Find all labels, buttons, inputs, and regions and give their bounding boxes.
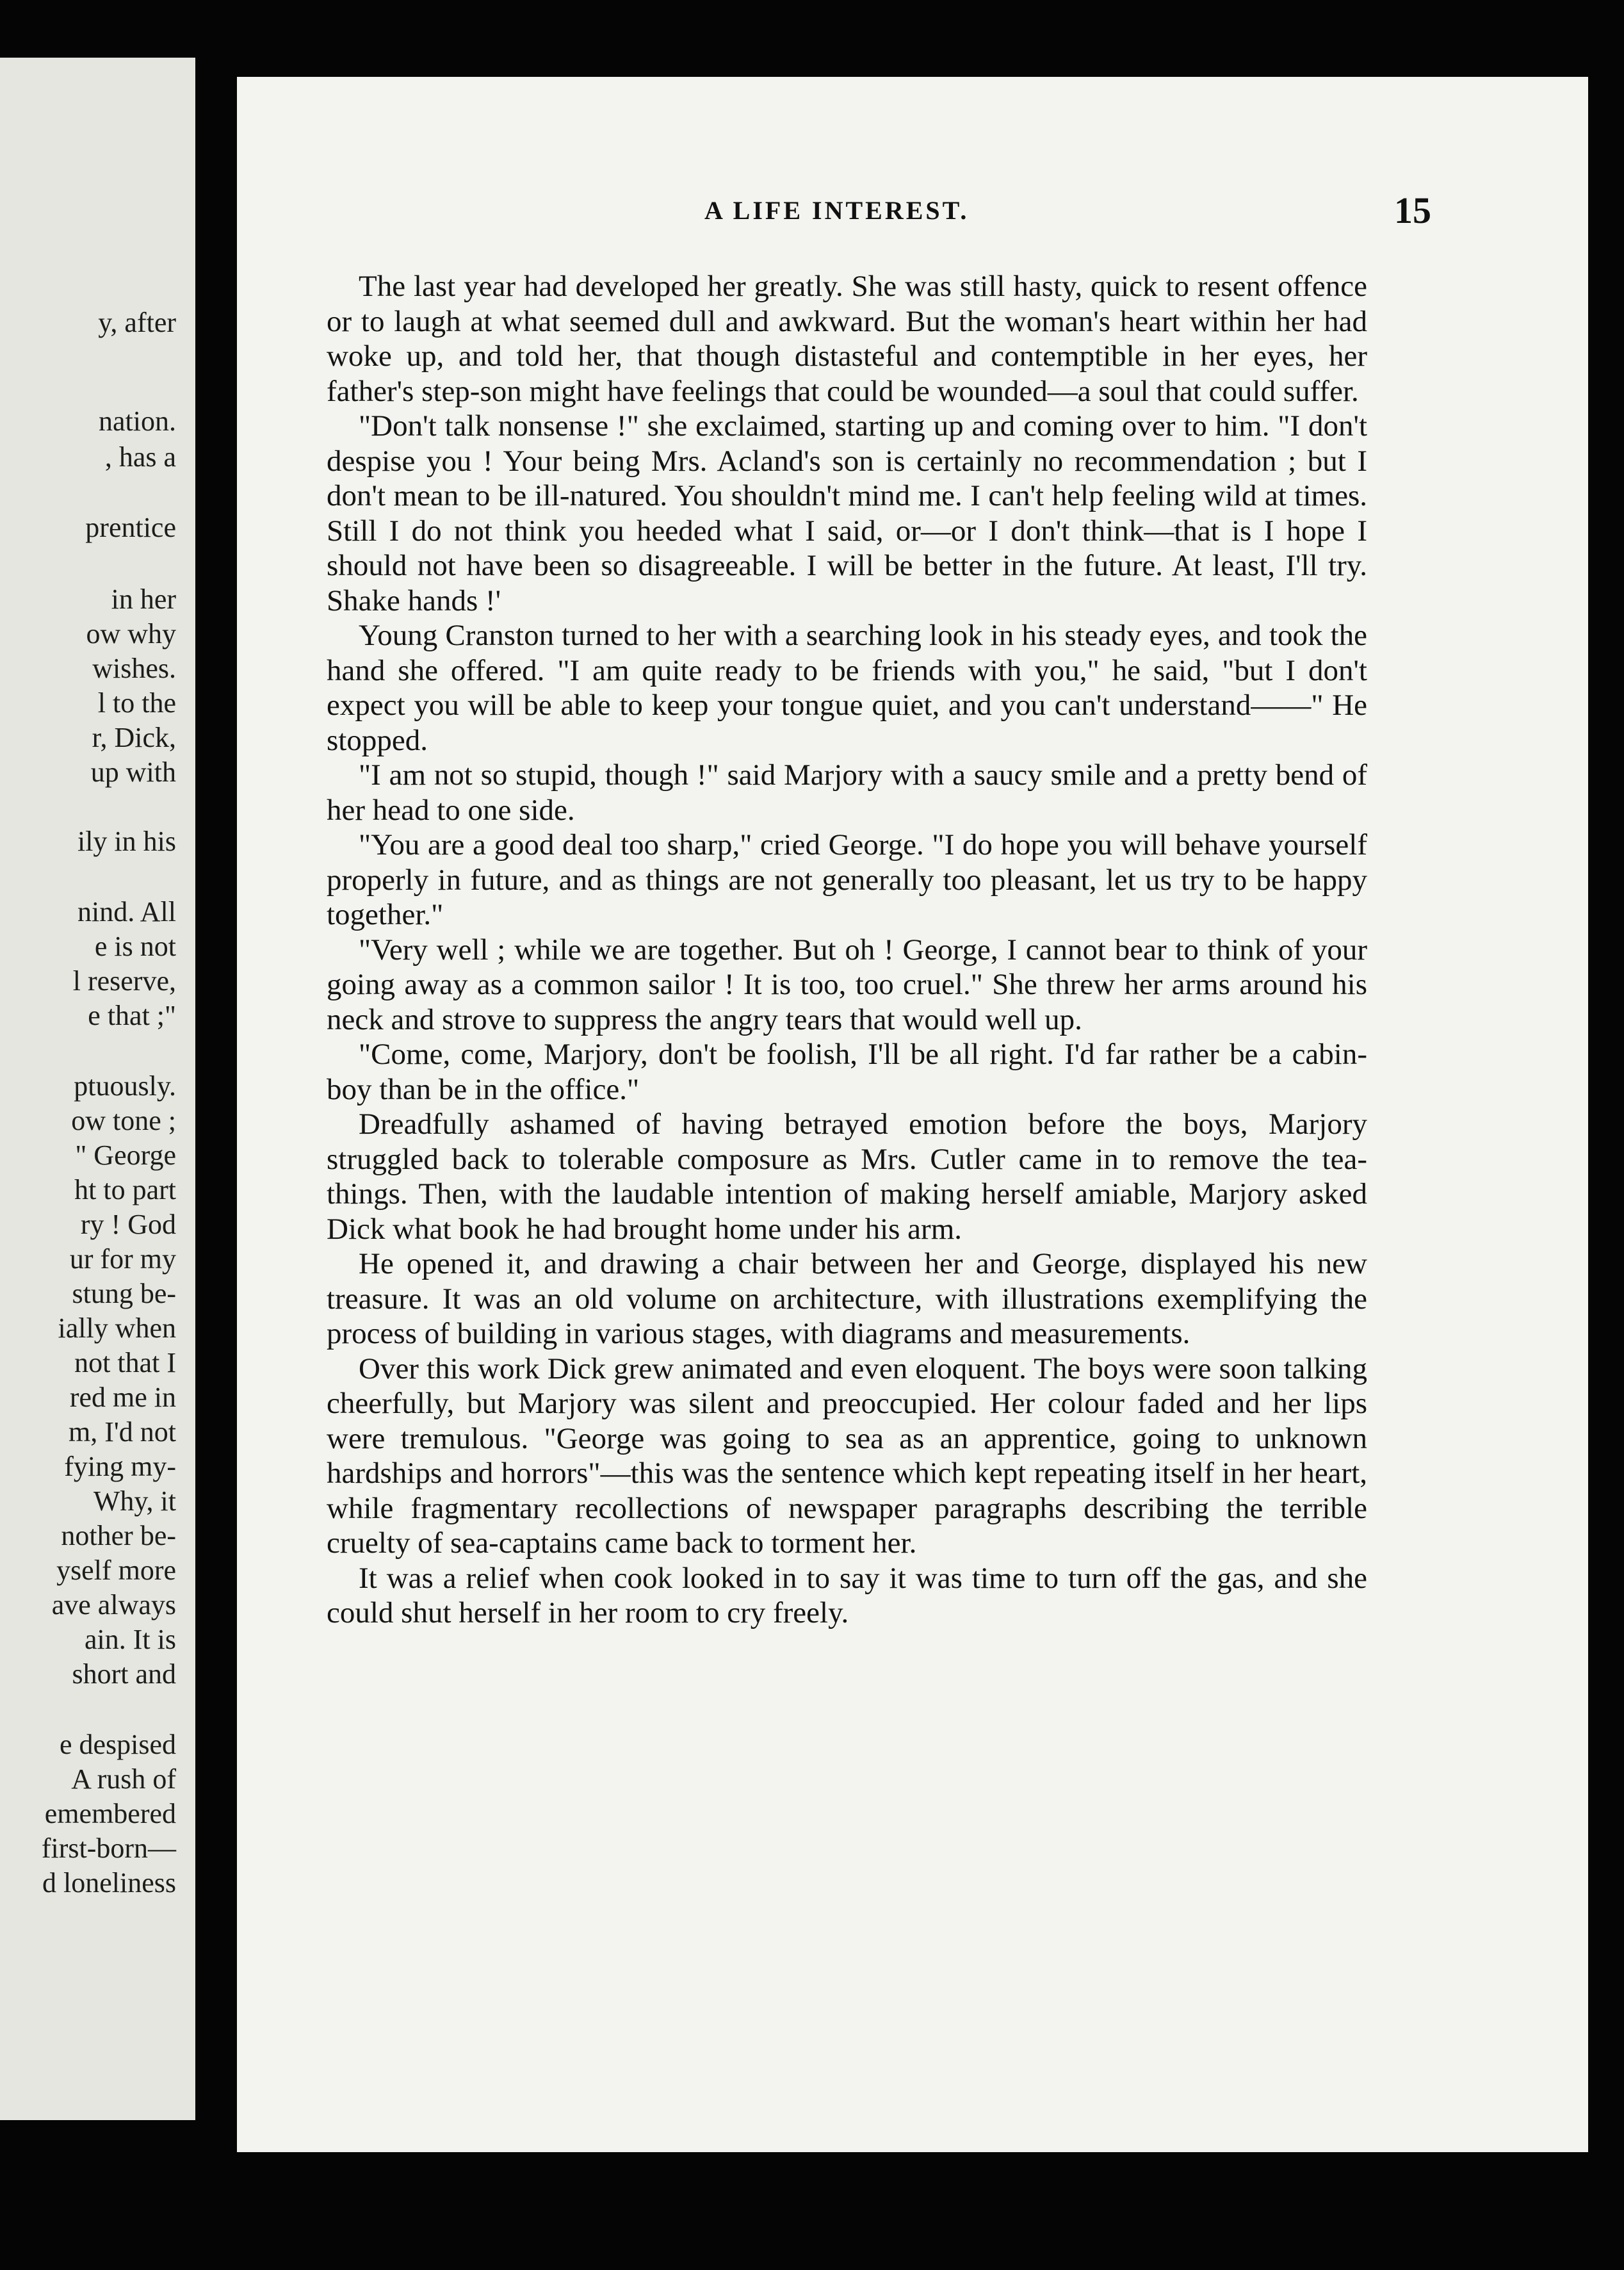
paragraph: "I am not so stupid, though !" said Marjory with a saucy smile and a pretty bend of her head to one side. [327, 758, 1367, 827]
book-page [237, 77, 1588, 2152]
left-fragment: e is not [94, 931, 176, 962]
left-fragment: ow tone ; [71, 1105, 176, 1136]
paragraph: "Very well ; while we are together. But oh ! George, I cannot bear to think of your going away as a common sailor ! It is too, too cruel." She threw her arms around his neck and strove to suppress the angry tears that would well up. [327, 933, 1367, 1036]
paragraph: "Come, come, Marjory, don't be foolish, I'll be all right. I'd far rather be a cabin-boy than be in the office." [327, 1038, 1367, 1106]
left-fragment: fying my- [64, 1451, 176, 1482]
left-fragment: Why, it [93, 1485, 176, 1517]
left-fragment: ily in his [77, 826, 176, 857]
left-fragment: y, after [98, 307, 176, 338]
left-fragment: first-born— [41, 1833, 176, 1864]
left-fragment: red me in [69, 1382, 176, 1413]
left-fragment: wishes. [92, 653, 176, 684]
left-fragment: nind. All [77, 896, 176, 927]
left-fragment: , has a [104, 441, 176, 473]
left-fragment: d loneliness [42, 1867, 176, 1898]
paragraph: "You are a good deal too sharp," cried George. "I do hope you will behave yourself properly in future, and as things are not generally too pleasant, let us try to be happy together." [327, 828, 1367, 931]
left-fragment: e despised [59, 1729, 176, 1760]
left-fragment: A rush of [71, 1763, 176, 1795]
left-fragment: prentice [85, 512, 176, 543]
left-fragment: emembered [44, 1798, 176, 1829]
paragraph: Young Cranston turned to her with a searching look in his steady eyes, and took the hand she offered. "I am quite ready to be friends with you," he said, "but I don't expect you will be able to keep your tongue quiet, and you can't understand——" He stopped. [327, 619, 1367, 757]
left-fragment: ially when [58, 1312, 176, 1344]
page-header [237, 190, 1588, 234]
left-fragment: ave always [51, 1589, 176, 1621]
paragraph: Dreadfully ashamed of having betrayed emotion before the boys, Marjory struggled back to tolerable composure as Mrs. Cutler came in to remove the tea-things. Then, with the laudable intention of making herself amiable, Marjory asked Dick what book he had brought home under his arm. [327, 1107, 1367, 1246]
left-page-edge [0, 58, 195, 2120]
paragraph: "Don't talk nonsense !" she exclaimed, starting up and coming over to him. "I don't despise you ! Your being Mrs. Acland's son is certainly no recommendation ; but I don't mean to be ill-natured. You shouldn't mind me. I can't help feeling wild at times. Still I do not think you heeded what I said, or—or I don't think—that is I hope I should not have been so disagreeable. I will be better in the future. At least, I'll try. Shake hands !' [327, 409, 1367, 617]
running-title: A LIFE INTEREST. [704, 196, 970, 225]
left-fragment: ry ! God [80, 1209, 176, 1240]
left-fragment: " George [75, 1139, 176, 1171]
left-fragment: ow why [86, 618, 176, 649]
left-fragment: ur for my [69, 1243, 176, 1275]
left-fragment: yself more [56, 1555, 176, 1586]
paragraph: Over this work Dick grew animated and even eloquent. The boys were soon talking cheerfully, but Marjory was silent and preoccupied. Her colour faded and her lips were tremulous. "George was going to sea as an apprentice, going to unknown hardships and horrors"—this was the sentence which kept repeating itself in her heart, while fragmentary recollections of newspaper paragraphs describing the terrible cruelty of sea-captains came back to torment her. [327, 1351, 1367, 1560]
left-fragment: r, Dick, [92, 722, 176, 753]
left-fragment: in her [111, 584, 176, 615]
paragraph: He opened it, and drawing a chair between her and George, displayed his new treasure. It was an old volume on architecture, with illustrations exemplifying the process of building in various stages, with diagrams and measurements. [327, 1247, 1367, 1350]
left-fragment: ptuously. [74, 1070, 176, 1102]
left-fragment: e that ;" [88, 1000, 176, 1031]
page-number: 15 [1394, 190, 1431, 231]
paragraph: The last year had developed her greatly. She was still hasty, quick to resent offence or to laugh at what seemed dull and awkward. But the woman's heart within her had woke up, and told her, that though distasteful and contemptible in her eyes, her father's step-son might have feelings that could be wounded—a soul that could suffer. [327, 270, 1367, 408]
paragraph: It was a relief when cook looked in to say it was time to turn off the gas, and she could shut herself in her room to cry freely. [327, 1561, 1367, 1629]
left-fragment: short and [72, 1658, 176, 1690]
left-fragment: stung be- [72, 1278, 176, 1309]
left-fragment: l to the [97, 687, 176, 719]
left-fragment: nation. [99, 405, 176, 437]
left-fragment: not that I [74, 1347, 176, 1378]
left-fragment: ht to part [74, 1174, 176, 1205]
left-fragment: ain. It is [85, 1624, 176, 1655]
left-fragment: nother be- [61, 1520, 176, 1551]
left-fragment: up with [90, 756, 176, 788]
body-text [327, 269, 1367, 1631]
left-fragment: m, I'd not [68, 1416, 176, 1448]
left-fragment: l reserve, [72, 965, 176, 997]
